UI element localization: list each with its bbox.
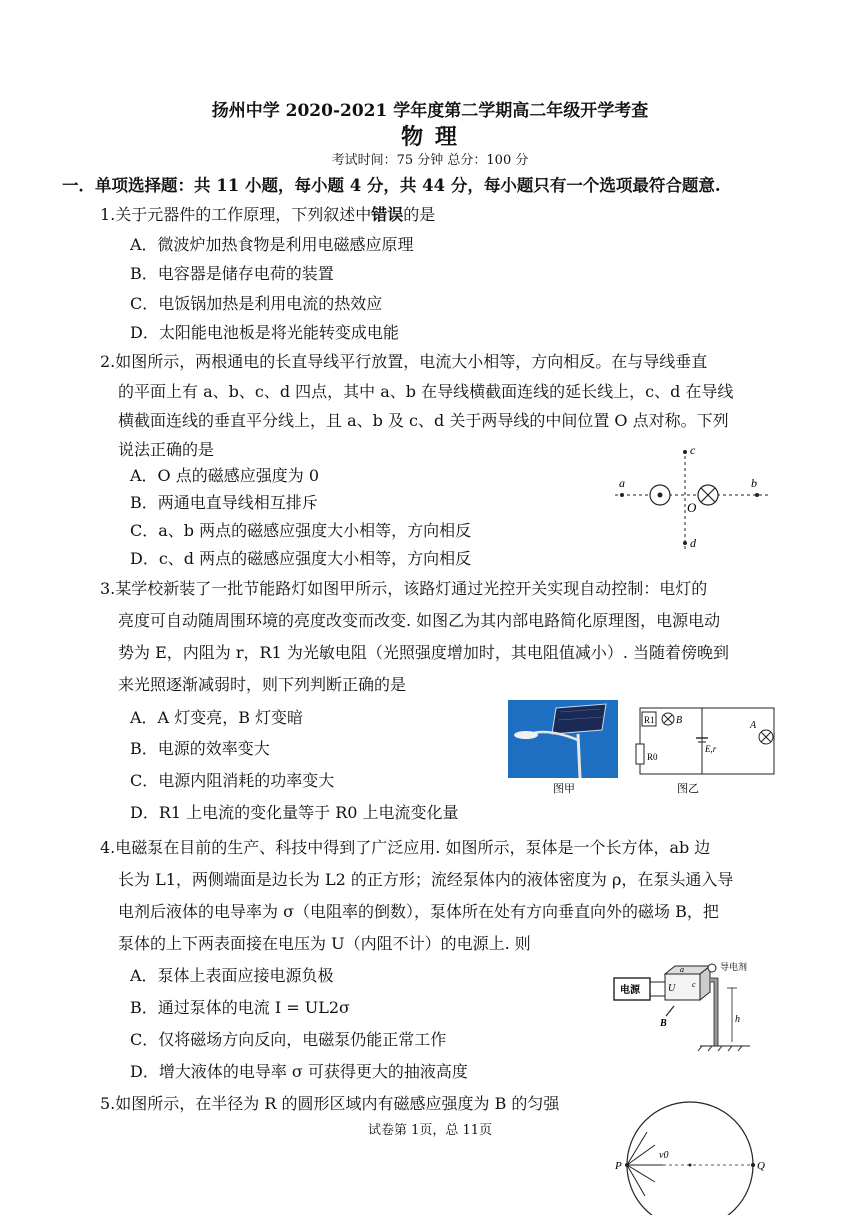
q4-option-b: B．通过泵体的电流 I = UL2σ bbox=[130, 998, 350, 1017]
stem-text: 电磁泵在目前的生产、科技中得到了广泛应用. 如图所示，泵体是一个长方体，ab 边 bbox=[115, 838, 711, 857]
question-4-stem-line4: 泵体的上下两表面接在电压为 U（内阻不计）的电源上. 则 bbox=[118, 934, 531, 953]
question-2-stem-line3: 横截面连线的垂直平分线上，且 a、b 及 c、d 关于两导线的中间位置 O 点对称。下列 bbox=[118, 411, 729, 430]
label-p: P bbox=[615, 1160, 622, 1172]
question-2-stem-line4: 说法正确的是 bbox=[118, 440, 215, 459]
stem-text: 某学校新装了一批节能路灯如图甲所示，该路灯通过光控开关实现自动控制：电灯的 bbox=[115, 579, 708, 598]
question-4-stem-line3: 电剂后液体的电导率为 σ（电阻率的倒数），泵体所在处有方向垂直向外的磁场 B，把 bbox=[118, 902, 719, 921]
label-c: c bbox=[692, 980, 696, 989]
label-h: h bbox=[735, 1014, 740, 1025]
question-2-stem-line2: 的平面上有 a、b、c、d 四点，其中 a、b 在导线横截面连线的延长线上，c、d 在导线 bbox=[118, 382, 734, 401]
label-b: b bbox=[751, 476, 757, 490]
point-c bbox=[683, 450, 687, 454]
figure-caption-jia: 图甲 bbox=[553, 783, 575, 795]
question-3-stem-line1 bbox=[100, 576, 707, 599]
question-3-stem-line3: 势为 E，内阻为 r，R1 为光敏电阻（光照强度增加时，其电阻值减小）. 当随着傍晚到 bbox=[118, 643, 729, 662]
question-number: 1. bbox=[100, 205, 116, 224]
point-b bbox=[755, 493, 759, 497]
solar-panel-icon bbox=[552, 704, 606, 734]
q1-option-d: D．太阳能电池板是将光能转变成电能 bbox=[130, 323, 399, 342]
street-lamp-photo bbox=[508, 700, 618, 800]
hatch bbox=[738, 1046, 742, 1051]
label-a: a bbox=[619, 476, 625, 490]
label-agent: 导电剂 bbox=[720, 962, 748, 972]
exam-title: 扬州中学 2020-2021 学年度第二学期高二年级开学考查 bbox=[211, 101, 649, 121]
label-o: O bbox=[687, 500, 697, 515]
q1-option-c: C．电饭锅加热是利用电流的热效应 bbox=[130, 294, 383, 313]
question-1-stem bbox=[100, 202, 435, 225]
question-3-stem-line4: 来光照逐渐减弱时，则下列判断正确的是 bbox=[118, 675, 407, 694]
q4-option-c: C．仅将磁场方向反向，电磁泵仍能正常工作 bbox=[130, 1030, 447, 1049]
label-b: B bbox=[676, 715, 683, 726]
point-d bbox=[683, 541, 687, 545]
velocity-arrow-icon bbox=[627, 1165, 655, 1182]
question-4-stem-line2: 长为 L1，两侧端面是边长为 L2 的正方形；流经泵体内的液体密度为 ρ，在泵头通入导 bbox=[118, 870, 734, 889]
lamp-head-icon bbox=[514, 731, 538, 739]
hatch bbox=[698, 1046, 702, 1051]
section-heading: 一．单项选择题：共 11 小题，每小题 4 分，共 44 分，每小题只有一个选项最符合题意. bbox=[62, 176, 721, 195]
q2-wire-figure bbox=[605, 440, 775, 560]
label-u: U bbox=[668, 983, 676, 994]
label-a: a bbox=[680, 965, 684, 974]
point-q bbox=[751, 1163, 755, 1167]
center-point bbox=[689, 1164, 692, 1167]
hatch bbox=[728, 1046, 732, 1051]
label-v0: v0 bbox=[659, 1150, 669, 1161]
q2-option-d: D．c、d 两点的磁感应强度大小相等，方向相反 bbox=[130, 549, 472, 568]
figure-caption-yi: 图乙 bbox=[677, 783, 699, 795]
q3-option-b: B．电源的效率变大 bbox=[130, 739, 270, 758]
question-2-stem-line1 bbox=[100, 349, 707, 372]
point-a bbox=[620, 493, 624, 497]
circuit-loop bbox=[640, 708, 774, 774]
pump-figure bbox=[610, 960, 775, 1055]
q3-option-d: D．R1 上电流的变化量等于 R0 上电流变化量 bbox=[130, 803, 459, 822]
label-power: 电源 bbox=[620, 985, 640, 996]
question-5-stem-line1 bbox=[100, 1091, 559, 1114]
stem-text: 如图所示，在半径为 R 的圆形区域内有磁感应强度为 B 的匀强 bbox=[115, 1094, 560, 1113]
label-r1: R1 bbox=[644, 715, 655, 725]
lamp-pole bbox=[578, 734, 580, 778]
exam-info: 考试时间：75 分钟 总分：100 分 bbox=[331, 153, 529, 168]
subject-title: 物 理 bbox=[401, 124, 459, 150]
circuit-diagram bbox=[632, 700, 782, 800]
q4-option-a: A．泵体上表面应接电源负极 bbox=[130, 966, 334, 985]
label-q: Q bbox=[757, 1160, 765, 1172]
question-number: 5. bbox=[100, 1094, 116, 1113]
emphasis-text: 错误 bbox=[371, 205, 404, 224]
velocity-arrow-icon bbox=[627, 1165, 645, 1196]
hatch bbox=[718, 1046, 722, 1051]
question-number: 4. bbox=[100, 838, 116, 857]
label-d: d bbox=[690, 536, 696, 550]
velocity-arrow-icon bbox=[627, 1145, 655, 1165]
q2-option-a: A．O 点的磁感应强度为 0 bbox=[130, 466, 320, 485]
label-a: A bbox=[750, 720, 757, 731]
page-footer: 试卷第 1页，总 11页 bbox=[367, 1123, 493, 1138]
agent-inlet-icon bbox=[708, 964, 716, 972]
question-4-stem-line1 bbox=[100, 835, 710, 858]
resistor-r0 bbox=[636, 744, 644, 764]
field-arrow-icon bbox=[666, 1006, 674, 1016]
q1-option-b: B．电容器是储存电荷的装置 bbox=[130, 264, 334, 283]
question-3-stem-line2: 亮度可自动随周围环境的亮度改变而改变. 如图乙为其内部电路简化原理图，电源电动 bbox=[118, 611, 721, 630]
q4-option-d: D．增大液体的电导率 σ 可获得更大的抽液高度 bbox=[130, 1062, 468, 1081]
question-number: 3. bbox=[100, 579, 116, 598]
q3-option-c: C．电源内阻消耗的功率变大 bbox=[130, 771, 335, 790]
label-b: B bbox=[660, 1018, 667, 1029]
q3-option-a: A．A 灯变亮，B 灯变暗 bbox=[130, 708, 304, 727]
label-c: c bbox=[690, 443, 696, 457]
dot-mark bbox=[658, 493, 663, 498]
magnetic-region-figure bbox=[615, 1100, 775, 1215]
label-er: E,r bbox=[705, 744, 717, 754]
hatch bbox=[708, 1046, 712, 1051]
q1-option-a: A．微波炉加热食物是利用电磁感应原理 bbox=[130, 235, 414, 254]
stem-text: 关于元器件的工作原理，下列叙述中 bbox=[115, 205, 372, 224]
question-number: 2. bbox=[100, 352, 116, 371]
q2-option-c: C．a、b 两点的磁感应强度大小相等，方向相反 bbox=[130, 521, 472, 540]
label-r0: R0 bbox=[647, 752, 658, 762]
stem-text: 如图所示，两根通电的长直导线平行放置，电流大小相等，方向相反。在与导线垂直 bbox=[115, 352, 708, 371]
q2-option-b: B．两通电直导线相互排斥 bbox=[130, 493, 318, 512]
outlet-pipe bbox=[710, 978, 718, 1046]
stem-text: 的是 bbox=[403, 205, 436, 224]
